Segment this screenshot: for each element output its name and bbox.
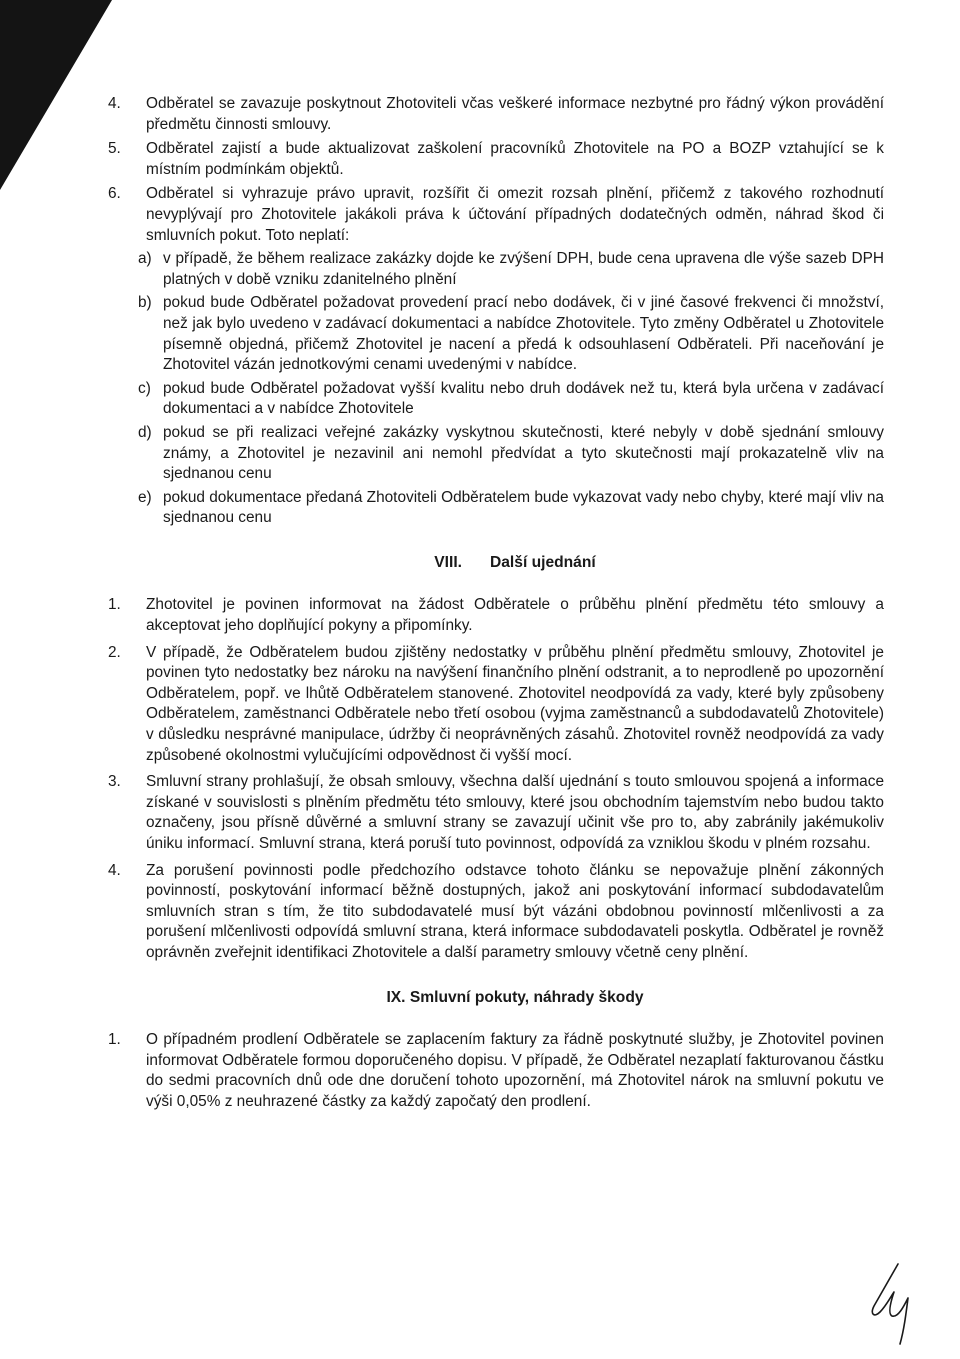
- clause-number: 4.: [108, 861, 121, 879]
- subclause-c: [108, 379, 884, 420]
- subclause-letter: d): [138, 423, 152, 441]
- clause-text: Smluvní strany prohlašují, že obsah smlouvy, všechna další ujednání s touto smlouvou spojená a informace získané v souvislosti s plněním předmětu této smlouvy, které jsou obchodním tajemstvím nebo budou takto označeny, jsou přísně důvěrné a smluvní strany se zavazují učinit vše pro to, aby zabránily jakémukoliv úniku informací. Smluvní strana, která poruší tuto povinnost, odpovídá za vzniklou škodu v plném rozsahu.: [146, 773, 884, 852]
- section-viii-number: VIII.: [434, 553, 462, 571]
- subclause-a: [108, 249, 884, 290]
- clause-number: 3.: [108, 773, 121, 791]
- clause-text: Odběratel zajistí a bude aktualizovat zaškolení pracovníků Zhotovitele na PO a BOZP vztahující se k místním podmínkám objektů.: [146, 140, 884, 178]
- clause-number: 4.: [108, 95, 121, 112]
- clause-number: 2.: [108, 643, 121, 661]
- subclause-d: [108, 423, 884, 485]
- subclause-text: pokud bude Odběratel požadovat vyšší kvalitu nebo druh dodávek než tu, která byla určena v zadávací dokumentaci a v nabídce Zhotovitele: [163, 379, 884, 418]
- clause-text: V případě, že Odběratelem budou zjištěny nedostatky v průběhu plnění předmětu smlouvy, Zhotovitel je povinen tyto nedostatky bez nároku na navýšení finančního plnění odstranit, a to neprodleně po upozornění Odběratelem, popř. ve lhůtě Odběratelem stanovené. Zhotovitel neodpovídá za vady, které byly způsobeny Odběratelem, zaměstnanci Odběratele nebo třetí osobou (vyjma zaměstnanců a subdodavatelů Zhotovitele) v důsledku nesprávné manipulace, údržby či neoprávněných zásahů. Zhotovitel rovněž neodpovídá za vady způsobené okolnostmi vylučujícími odpovědnost či vyšší mocí.: [146, 643, 884, 764]
- subclause-letter: c): [138, 379, 151, 397]
- clause-text: O případném prodlení Odběratele se zaplacením faktury za řádně poskytnuté služby, je Zhotovitel povinen informovat Odběratele formou doporučeného dopisu. V případě, že Odběratel nezaplatí fakturovanou částku do sedmi pracovních dnů ode dne doručení tohoto upozornění, má Zhotovitel nárok na smluvní pokutu ve výši 0,05% z neuhrazené částky za každý započatý den prodlení.: [146, 1031, 884, 1110]
- subclause-text: pokud bude Odběratel požadovat provedení prací nebo dodávek, či v jiné časové frekvenci či množství, než jak bylo uvedeno v zadávací dokumentaci a nabídce Zhotovitele. Tyto změny Odběratel u Zhotovitele písemně objedná, přičemž Zhotovitel je nacení a předá k odsouhlasení Odběrateli. Při naceňování je Zhotovitel vázán jednotkovými cenami uvedenými v nabídce.: [163, 294, 884, 374]
- clause-text: Odběratel se zavazuje poskytnout Zhotoviteli včas veškeré informace nezbytné pro řádný výkon provádění předmětu činnosti smlouvy.: [146, 95, 884, 133]
- clause-text: Zhotovitel je povinen informovat na žádost Odběratele o průběhu plnění předmětu této smlouvy a akceptovat jeho doplňující pokyny a připomínky.: [146, 596, 884, 635]
- subclause-letter: b): [138, 294, 152, 312]
- clause-viii-1: [108, 595, 884, 636]
- corner-triangle-mark: [0, 0, 112, 190]
- initials-signature: [860, 1258, 930, 1348]
- subclause-b: [108, 293, 884, 375]
- clause-number: 1.: [108, 596, 121, 614]
- section-viii-title: Další ujednání: [490, 553, 596, 571]
- clause-number: 6.: [108, 185, 121, 203]
- clause-viii-4: [108, 861, 884, 964]
- subclause-letter: e): [138, 488, 152, 506]
- subclause-e: [108, 488, 884, 529]
- document-body: [108, 94, 884, 1113]
- section-ix-heading: IX. Smluvní pokuty, náhrady škody: [386, 988, 644, 1006]
- clause-number: 5.: [108, 140, 121, 158]
- section-viii-heading: [146, 553, 884, 574]
- clause-number: 1.: [108, 1031, 121, 1049]
- clause-viii-2: [108, 643, 884, 767]
- clause-ix-1: [108, 1030, 884, 1112]
- clause-text: Za porušení povinnosti podle předchozího odstavce tohoto článku se nepovažuje plnění zákonných povinností, poskytování informací běžně dostupných, jakož ani poskytování informací subdodavatelům smluvních stran s tím, že tito subdodavatelé musí být vázáni obdobnou povinností mlčenlivosti a za porušení mlčenlivosti odpovídá smluvní strana, která informace subdodavateli poskytla. Odběratel je rovněž oprávněn zveřejnit identifikaci Zhotovitele a další parametry smlouvy včetně ceny plnění.: [146, 861, 884, 961]
- clause-vii-4: [108, 94, 884, 135]
- clause-viii-3: [108, 772, 884, 854]
- subclause-letter: a): [138, 250, 152, 268]
- clause-text: Odběratel si vyhrazuje právo upravit, rozšířit či omezit rozsah plnění, přičemž z takového rozhodnutí nevyplývají pro Zhotovitele jakákoli práva k účtování případných dodatečných odměn, náhrad škod či smluvních pokut. Toto neplatí:: [146, 185, 884, 244]
- subclause-text: pokud dokumentace předaná Zhotoviteli Odběratelem bude vykazovat vady nebo chyby, které mají vliv na sjednanou cenu: [163, 488, 884, 527]
- clause-vii-6: [108, 184, 884, 246]
- subclause-text: v případě, že během realizace zakázky dojde ke zvýšení DPH, bude cena upravena dle výše sazeb DPH platných v době vzniku zdanitelného plnění: [163, 250, 884, 288]
- subclause-text: pokud se při realizaci veřejné zakázky vyskytnou skutečnosti, které nebyly v době sjednání smlouvy známy, a Zhotovitel je nezavinil ani nemohl předvídat a tyto skutečnosti mají prokazatelně vliv na sjednanou cenu: [163, 423, 884, 483]
- clause-vii-5: [108, 139, 884, 180]
